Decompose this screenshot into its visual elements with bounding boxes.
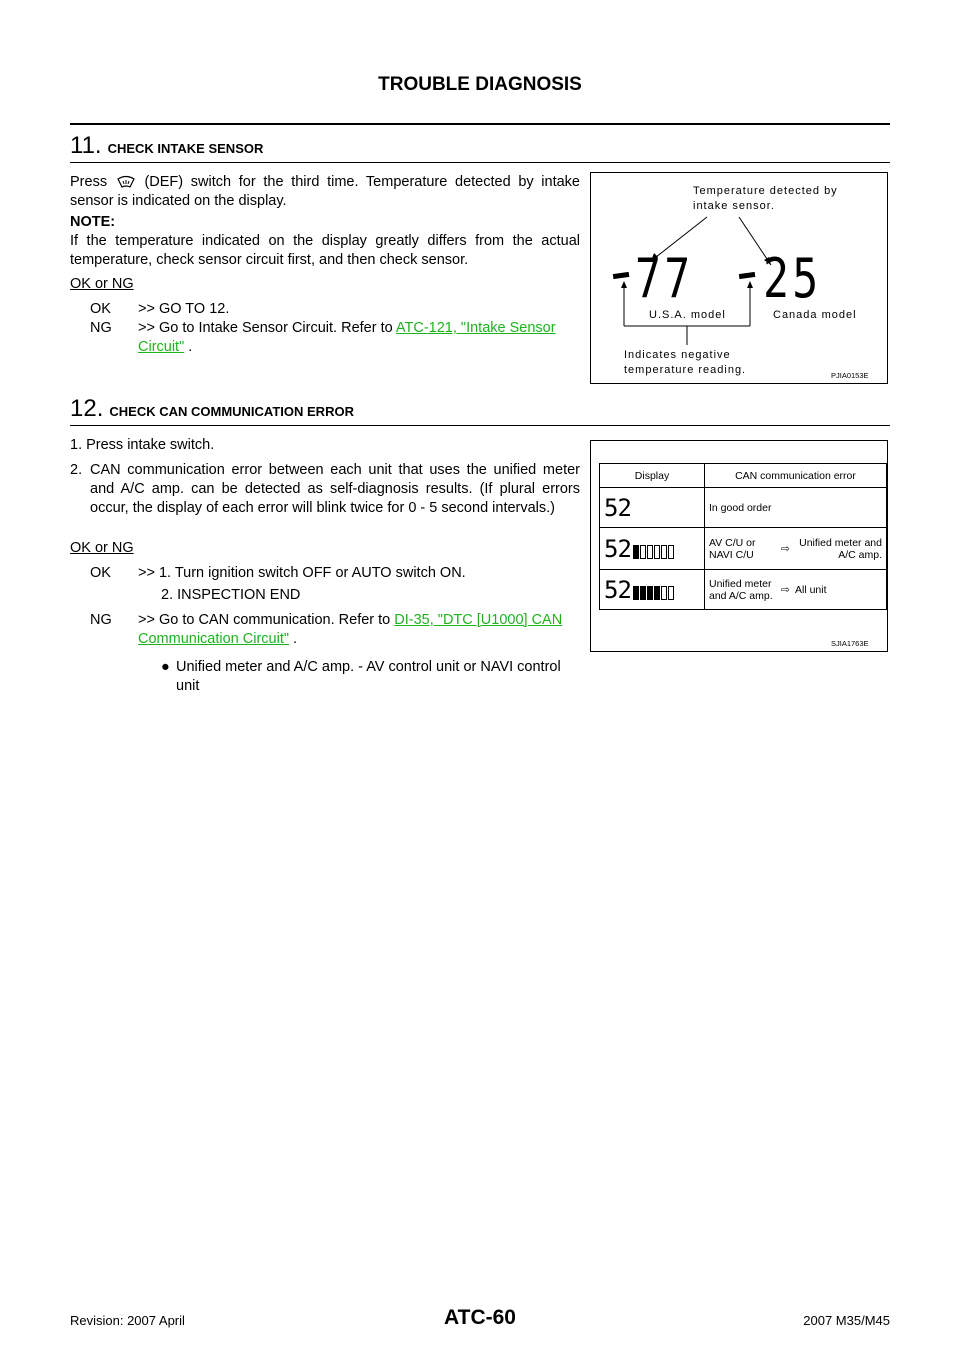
display-cell-1: 52 (600, 488, 705, 528)
page-title: TROUBLE DIAGNOSIS (378, 74, 582, 95)
fig-caption-2: intake sensor. (693, 200, 775, 212)
footer-revision: Revision: 2007 April (70, 1313, 185, 1328)
negative-label-2: temperature reading. (624, 364, 747, 376)
can-error-table (599, 463, 887, 610)
negative-label-1: Indicates negative (624, 349, 731, 361)
usa-label: U.S.A. model (649, 309, 726, 321)
fig-caption-1: Temperature detected by (693, 185, 838, 197)
segment-bars-icon (633, 545, 675, 562)
ok-result-1: >> 1. Turn ignition switch OFF or AUTO switch ON. (138, 565, 466, 581)
can-error-figure (590, 440, 888, 652)
figure-code: PJIA0153E (831, 371, 869, 380)
step-12-heading (70, 395, 354, 423)
ng-result: >> Go to Intake Sensor Circuit. Refer to ATC-121, "Intake Sensor Circuit" . (138, 320, 556, 355)
step-rule (70, 425, 890, 426)
step-12-item-2: CAN communication error between each unit that uses the unified meter and A/C amp. can be detected as self-diagnosis results. (If plural errors occur, the display of each error will blink twice for 0 - 5 second intervals.) (90, 462, 580, 516)
row1-text: In good order (705, 488, 887, 528)
step-number: 12. (70, 395, 104, 422)
arrow-right-icon: ⇨ (781, 583, 790, 596)
ok-result-2: 2. INSPECTION END (161, 587, 301, 603)
step-title: CHECK CAN COMMUNICATION ERROR (109, 404, 354, 419)
row2-right: Unified meter and A/C amp. (799, 536, 882, 561)
row3-left: Unified meter and A/C amp. (709, 577, 773, 602)
ng-label: NG (90, 320, 112, 336)
canada-label: Canada model (773, 309, 857, 321)
bullet-text: Unified meter and A/C amp. - AV control unit or NAVI control unit (176, 659, 561, 694)
arrow-right-icon: ⇨ (781, 542, 790, 555)
usa-temp-value: 77 (635, 247, 694, 310)
step-11-intro: Press (DEF) switch for the third time. Temperature detected by intake sensor is indicated on the display. (70, 174, 581, 209)
figure-code: SJIA1763E (831, 639, 869, 648)
canada-temp-value: 25 (763, 247, 822, 310)
di-35-link[interactable]: DI-35, "DTC [U1000] CAN Communication Circuit" (138, 612, 563, 647)
ok-label: OK (90, 301, 111, 317)
segment-bars-icon (633, 586, 675, 603)
ok-label: OK (90, 565, 111, 581)
display-cell-3: 52 (600, 570, 705, 610)
note-text: If the temperature indicated on the display greatly differs from the actual temperature, check sensor circuit first, and then check sensor. (70, 233, 580, 268)
bullet-icon: ● (161, 659, 170, 675)
step-title: CHECK INTAKE SENSOR (107, 141, 264, 156)
step-12-item-1: 1. Press intake switch. (70, 437, 215, 453)
ng-label: NG (90, 612, 112, 628)
atc-121-link[interactable]: ATC-121, "Intake Sensor Circuit" (138, 320, 556, 355)
step-number: 11. (70, 132, 102, 159)
col-can-error: CAN communication error (705, 464, 887, 488)
ok-result: >> GO TO 12. (138, 301, 230, 317)
row3-right: All unit (795, 583, 827, 596)
step-11-heading (70, 132, 263, 160)
display-cell-2: 52 (600, 528, 705, 570)
header-rule (70, 123, 890, 125)
col-display: Display (600, 464, 705, 488)
ng-result: >> Go to CAN communication. Refer to DI-35, "DTC [U1000] CAN Communication Circuit" . (138, 612, 563, 647)
step-rule (70, 162, 890, 163)
ok-ng-label: OK or NG (70, 276, 134, 292)
def-icon (115, 175, 137, 189)
row2-left: AV C/U or NAVI C/U (709, 536, 756, 561)
page-number: ATC-60 (444, 1306, 516, 1329)
note-label: NOTE: (70, 214, 116, 230)
step-12-item-2-num: 2. (70, 462, 83, 478)
footer-model: 2007 M35/M45 (803, 1313, 890, 1328)
intake-sensor-figure (590, 172, 888, 384)
ok-ng-label: OK or NG (70, 540, 134, 556)
